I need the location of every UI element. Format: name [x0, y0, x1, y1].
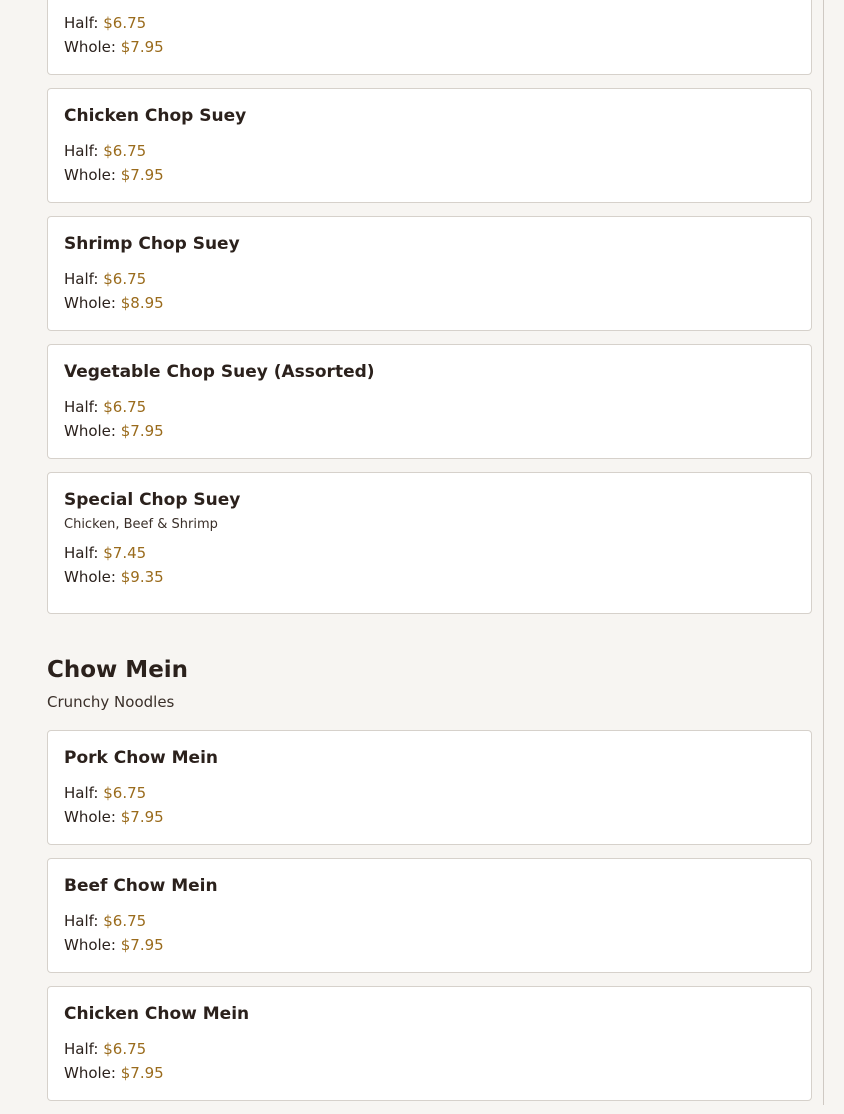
half-price-label: Half:: [64, 544, 99, 562]
menu-item-card[interactable]: [47, 472, 812, 614]
whole-price-line: [64, 565, 795, 589]
whole-price-label: Whole:: [64, 38, 116, 56]
price-list: [64, 267, 795, 315]
section-header: [47, 655, 812, 712]
whole-price-value: $9.35: [120, 568, 164, 586]
half-price-value: $6.75: [103, 14, 147, 32]
half-price-value: $7.45: [103, 544, 147, 562]
scroll-container-edge: [823, 0, 824, 1105]
menu-item-name: Chicken Chow Mein: [64, 1004, 250, 1024]
whole-price-value: $7.95: [120, 1064, 164, 1082]
whole-price-line: [64, 419, 795, 443]
whole-price-value: $8.95: [120, 294, 164, 312]
whole-price-line: [64, 163, 795, 187]
price-list: [64, 395, 795, 443]
half-price-label: Half:: [64, 270, 99, 288]
half-price-label: Half:: [64, 1040, 99, 1058]
whole-price-line: [64, 291, 795, 315]
half-price-line: [64, 395, 795, 419]
menu-item-card[interactable]: [47, 0, 812, 75]
menu-item-card[interactable]: [47, 730, 812, 845]
whole-price-line: [64, 933, 795, 957]
half-price-value: $6.75: [103, 1040, 147, 1058]
whole-price-line: [64, 1061, 795, 1085]
whole-price-value: $7.95: [120, 808, 164, 826]
whole-price-line: [64, 35, 795, 59]
menu-content: [47, 0, 812, 1114]
half-price-value: $6.75: [103, 270, 147, 288]
half-price-value: $6.75: [103, 398, 147, 416]
price-list: [64, 781, 795, 829]
whole-price-value: $7.95: [120, 166, 164, 184]
menu-item-name: Chicken Chop Suey: [64, 106, 247, 126]
half-price-value: $6.75: [103, 912, 147, 930]
whole-price-value: $7.95: [120, 936, 164, 954]
menu-section-chop-suey: [47, 0, 812, 614]
whole-price-label: Whole:: [64, 166, 116, 184]
half-price-label: Half:: [64, 912, 99, 930]
menu-item-name: Shrimp Chop Suey: [64, 234, 240, 254]
menu-item-card[interactable]: [47, 986, 812, 1101]
menu-item-card[interactable]: [47, 216, 812, 331]
half-price-label: Half:: [64, 398, 99, 416]
half-price-label: Half:: [64, 142, 99, 160]
whole-price-line: [64, 805, 795, 829]
menu-item-name: Vegetable Chop Suey (Assorted): [64, 362, 375, 382]
half-price-value: $6.75: [103, 784, 147, 802]
whole-price-value: $7.95: [120, 38, 164, 56]
half-price-line: [64, 541, 795, 565]
half-price-line: [64, 781, 795, 805]
whole-price-label: Whole:: [64, 1064, 116, 1082]
section-title: Chow Mein: [47, 657, 189, 683]
half-price-line: [64, 11, 795, 35]
menu-item-name: Special Chop Suey: [64, 490, 241, 510]
price-list: [64, 909, 795, 957]
section-subtitle: Crunchy Noodles: [47, 693, 175, 711]
price-list: [64, 1037, 795, 1085]
whole-price-label: Whole:: [64, 936, 116, 954]
menu-item-name: Beef Chow Mein: [64, 876, 218, 896]
whole-price-label: Whole:: [64, 808, 116, 826]
half-price-label: Half:: [64, 784, 99, 802]
half-price-value: $6.75: [103, 142, 147, 160]
menu-section-chow-mein: [47, 655, 812, 1101]
menu-item-card[interactable]: [47, 344, 812, 459]
half-price-line: [64, 139, 795, 163]
menu-item-name: Pork Chow Mein: [64, 748, 219, 768]
whole-price-value: $7.95: [120, 422, 164, 440]
half-price-line: [64, 267, 795, 291]
menu-item-card[interactable]: [47, 858, 812, 973]
price-list: [64, 139, 795, 187]
half-price-line: [64, 909, 795, 933]
menu-item-description: Chicken, Beef & Shrimp: [64, 517, 218, 532]
menu-item-card[interactable]: [47, 88, 812, 203]
half-price-line: [64, 1037, 795, 1061]
price-list: [64, 11, 795, 59]
half-price-label: Half:: [64, 14, 99, 32]
price-list: [64, 541, 795, 589]
whole-price-label: Whole:: [64, 294, 116, 312]
whole-price-label: Whole:: [64, 422, 116, 440]
whole-price-label: Whole:: [64, 568, 116, 586]
